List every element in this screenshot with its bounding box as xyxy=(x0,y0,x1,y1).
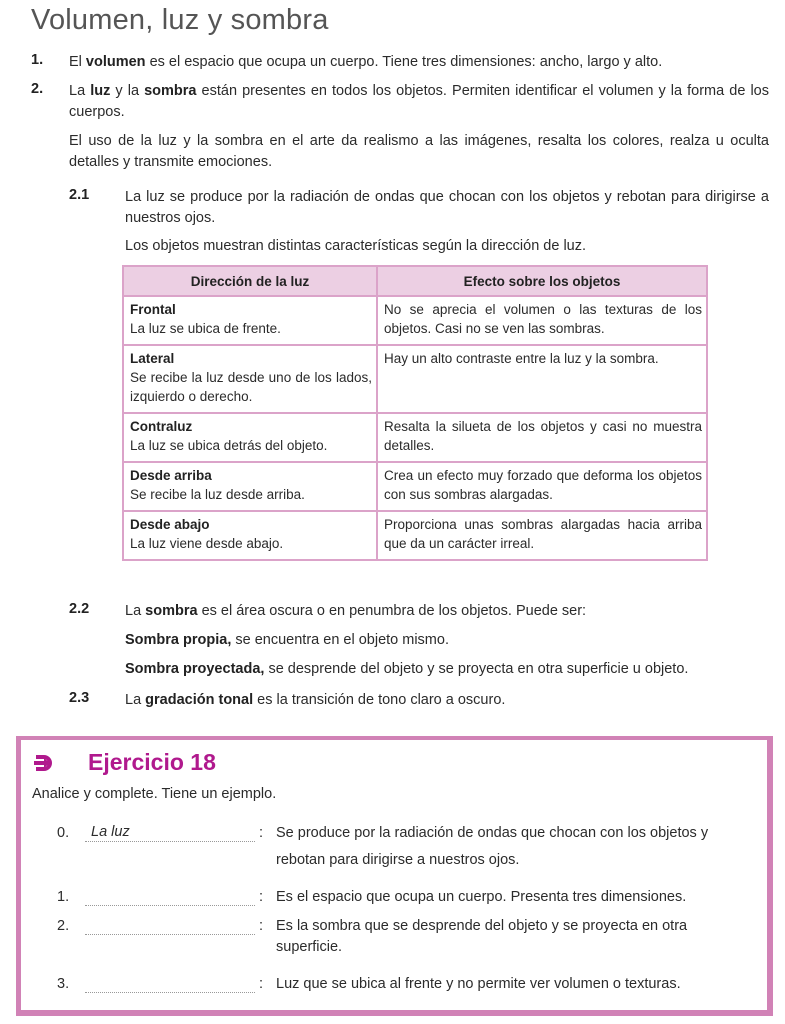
question-number: 0. xyxy=(57,825,70,841)
direction-desc: Se recibe la luz desde arriba. xyxy=(130,487,305,502)
table-header: Dirección de la luz xyxy=(123,266,377,296)
direction-name: Contraluz xyxy=(130,419,193,434)
colon: : xyxy=(259,918,264,934)
question-text: Es el espacio que ocupa un cuerpo. Presenta tres dimensiones. xyxy=(276,889,687,905)
effect-cell: Crea un efecto muy forzado que deforma los objetos con sus sombras alargadas. xyxy=(377,462,707,511)
item-2-text: La luz y la sombra están presentes en todos los objetos. Permiten identificar el volumen y la forma de los cuerpos. xyxy=(69,83,769,120)
question-text: Es la sombra que se desprende del objeto y se proyecta en otra superficie. xyxy=(276,918,688,955)
exercise-title: Ejercicio 18 xyxy=(88,749,216,775)
direction-name: Desde abajo xyxy=(130,517,210,532)
effect-cell: Hay un alto contraste entre la luz y la sombra. xyxy=(377,345,707,413)
table-row xyxy=(123,345,707,413)
table-intro: Los objetos muestran distintas características según la dirección de luz. xyxy=(125,238,587,254)
subsection-2-2-text: La sombra es el área oscura o en penumbra de los objetos. Puede ser: xyxy=(125,603,587,619)
item-number: 2. xyxy=(31,81,44,97)
question-number: 3. xyxy=(57,976,70,992)
table-row xyxy=(123,296,707,345)
question-text: Luz que se ubica al frente y no permite ver volumen o texturas. xyxy=(276,976,681,992)
table-row xyxy=(123,462,707,511)
table-header: Efecto sobre los objetos xyxy=(377,266,707,296)
direction-desc: Se recibe la luz desde uno de los lados, izquierdo o derecho. xyxy=(130,370,372,404)
colon: : xyxy=(259,889,264,905)
arrow-right-icon xyxy=(32,753,56,773)
question-text: Se produce por la radiación de ondas que chocan con los objetos y rebotan para dirigirse a nuestros ojos. xyxy=(276,825,709,868)
subsection-number: 2.2 xyxy=(69,601,90,617)
answer-field[interactable] xyxy=(85,887,255,906)
answer-field[interactable]: La luz xyxy=(85,823,255,842)
direction-name: Lateral xyxy=(130,351,175,366)
subsection-2-1-text: La luz se produce por la radiación de ondas que chocan con los objetos y rebotan para dirigirse a nuestros ojos. xyxy=(125,189,769,226)
shadow-type: Sombra proyectada, se desprende del objeto y se proyecta en otra superficie u objeto. xyxy=(125,661,689,677)
subsection-number: 2.3 xyxy=(69,690,90,706)
colon: : xyxy=(259,976,264,992)
shadow-type: Sombra propia, se encuentra en el objeto mismo. xyxy=(125,632,449,648)
direction-desc: La luz se ubica detrás del objeto. xyxy=(130,438,328,453)
paragraph-uso: El uso de la luz y la sombra en el arte da realismo a las imágenes, resalta los colores, realza u oculta detalles y transmite emociones. xyxy=(69,133,769,170)
table-row xyxy=(123,413,707,462)
page-title: Volumen, luz y sombra xyxy=(31,4,329,36)
light-direction-table xyxy=(122,265,708,561)
item-number: 1. xyxy=(31,52,44,68)
answer-field[interactable] xyxy=(85,916,255,935)
direction-desc: La luz viene desde abajo. xyxy=(130,536,284,551)
colon: : xyxy=(259,825,264,841)
direction-name: Desde arriba xyxy=(130,468,212,483)
item-1-text: El volumen es el espacio que ocupa un cuerpo. Tiene tres dimensiones: ancho, largo y alto. xyxy=(69,54,663,70)
answer-field[interactable] xyxy=(85,974,255,993)
effect-cell: Proporciona unas sombras alargadas hacia arriba que da un carácter irreal. xyxy=(377,511,707,560)
effect-cell: No se aprecia el volumen o las texturas de los objetos. Casi no se ven las sombras. xyxy=(377,296,707,345)
exercise-header xyxy=(32,749,216,776)
direction-name: Frontal xyxy=(130,302,176,317)
subsection-number: 2.1 xyxy=(69,187,90,203)
question-number: 2. xyxy=(57,918,70,934)
exercise-instruction: Analice y complete. Tiene un ejemplo. xyxy=(32,786,277,802)
question-number: 1. xyxy=(57,889,70,905)
table-row xyxy=(123,511,707,560)
subsection-2-3-text: La gradación tonal es la transición de tono claro a oscuro. xyxy=(125,692,506,708)
effect-cell: Resalta la silueta de los objetos y casi no muestra detalles. xyxy=(377,413,707,462)
direction-desc: La luz se ubica de frente. xyxy=(130,321,281,336)
